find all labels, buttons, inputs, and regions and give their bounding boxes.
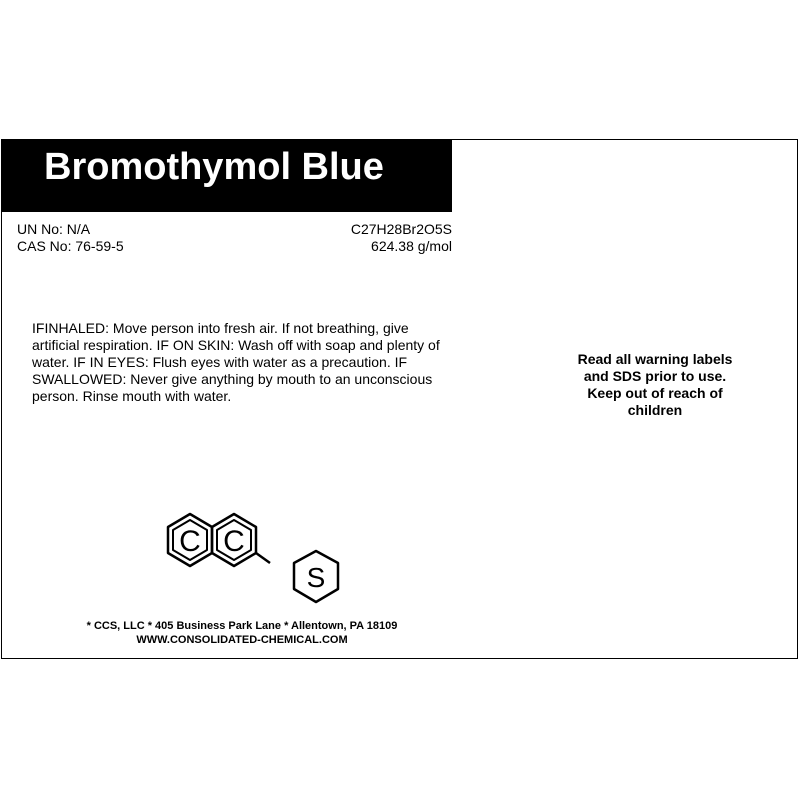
company-footer	[42, 619, 442, 647]
product-name: Bromothymol Blue	[44, 146, 384, 188]
company-address: * CCS, LLC * 405 Business Park Lane * Allentown, PA 18109	[86, 620, 398, 632]
warning-line: Read all warning labels	[577, 351, 733, 367]
molar-mass: 624.38 g/mol	[371, 238, 452, 254]
un-number: UN No: N/A	[17, 221, 91, 237]
company-website: WWW.CONSOLIDATED-CHEMICAL.COM	[136, 634, 348, 646]
warning-line: Keep out of reach of	[587, 385, 723, 401]
chemical-properties	[282, 221, 452, 255]
product-label	[1, 139, 798, 659]
molecular-formula: C27H28Br2O5S	[350, 221, 452, 237]
first-aid-text: IFINHALED: Move person into fresh air. If not breathing, give artificial respiration. IF ON SKIN: Wash off with soap and plenty of water. IF IN EYES: Flush eyes with water as a precaution. IF SWALLOWED: Never give anything by mouth to an unconscious person. Rinse mouth with water.	[32, 320, 440, 404]
cas-number: CAS No: 76-59-5	[17, 238, 124, 254]
logo-letter-c2: C	[223, 525, 245, 558]
bond-line	[256, 553, 270, 563]
logo-letter-s: S	[306, 562, 326, 593]
warning-text	[550, 351, 760, 419]
warning-line: children	[627, 402, 683, 418]
title-bar	[2, 140, 452, 212]
logo-letter-c1: C	[179, 525, 201, 558]
warning-line: and SDS prior to use.	[583, 368, 727, 384]
identifier-block	[17, 221, 124, 255]
ccs-logo-icon	[162, 511, 344, 608]
